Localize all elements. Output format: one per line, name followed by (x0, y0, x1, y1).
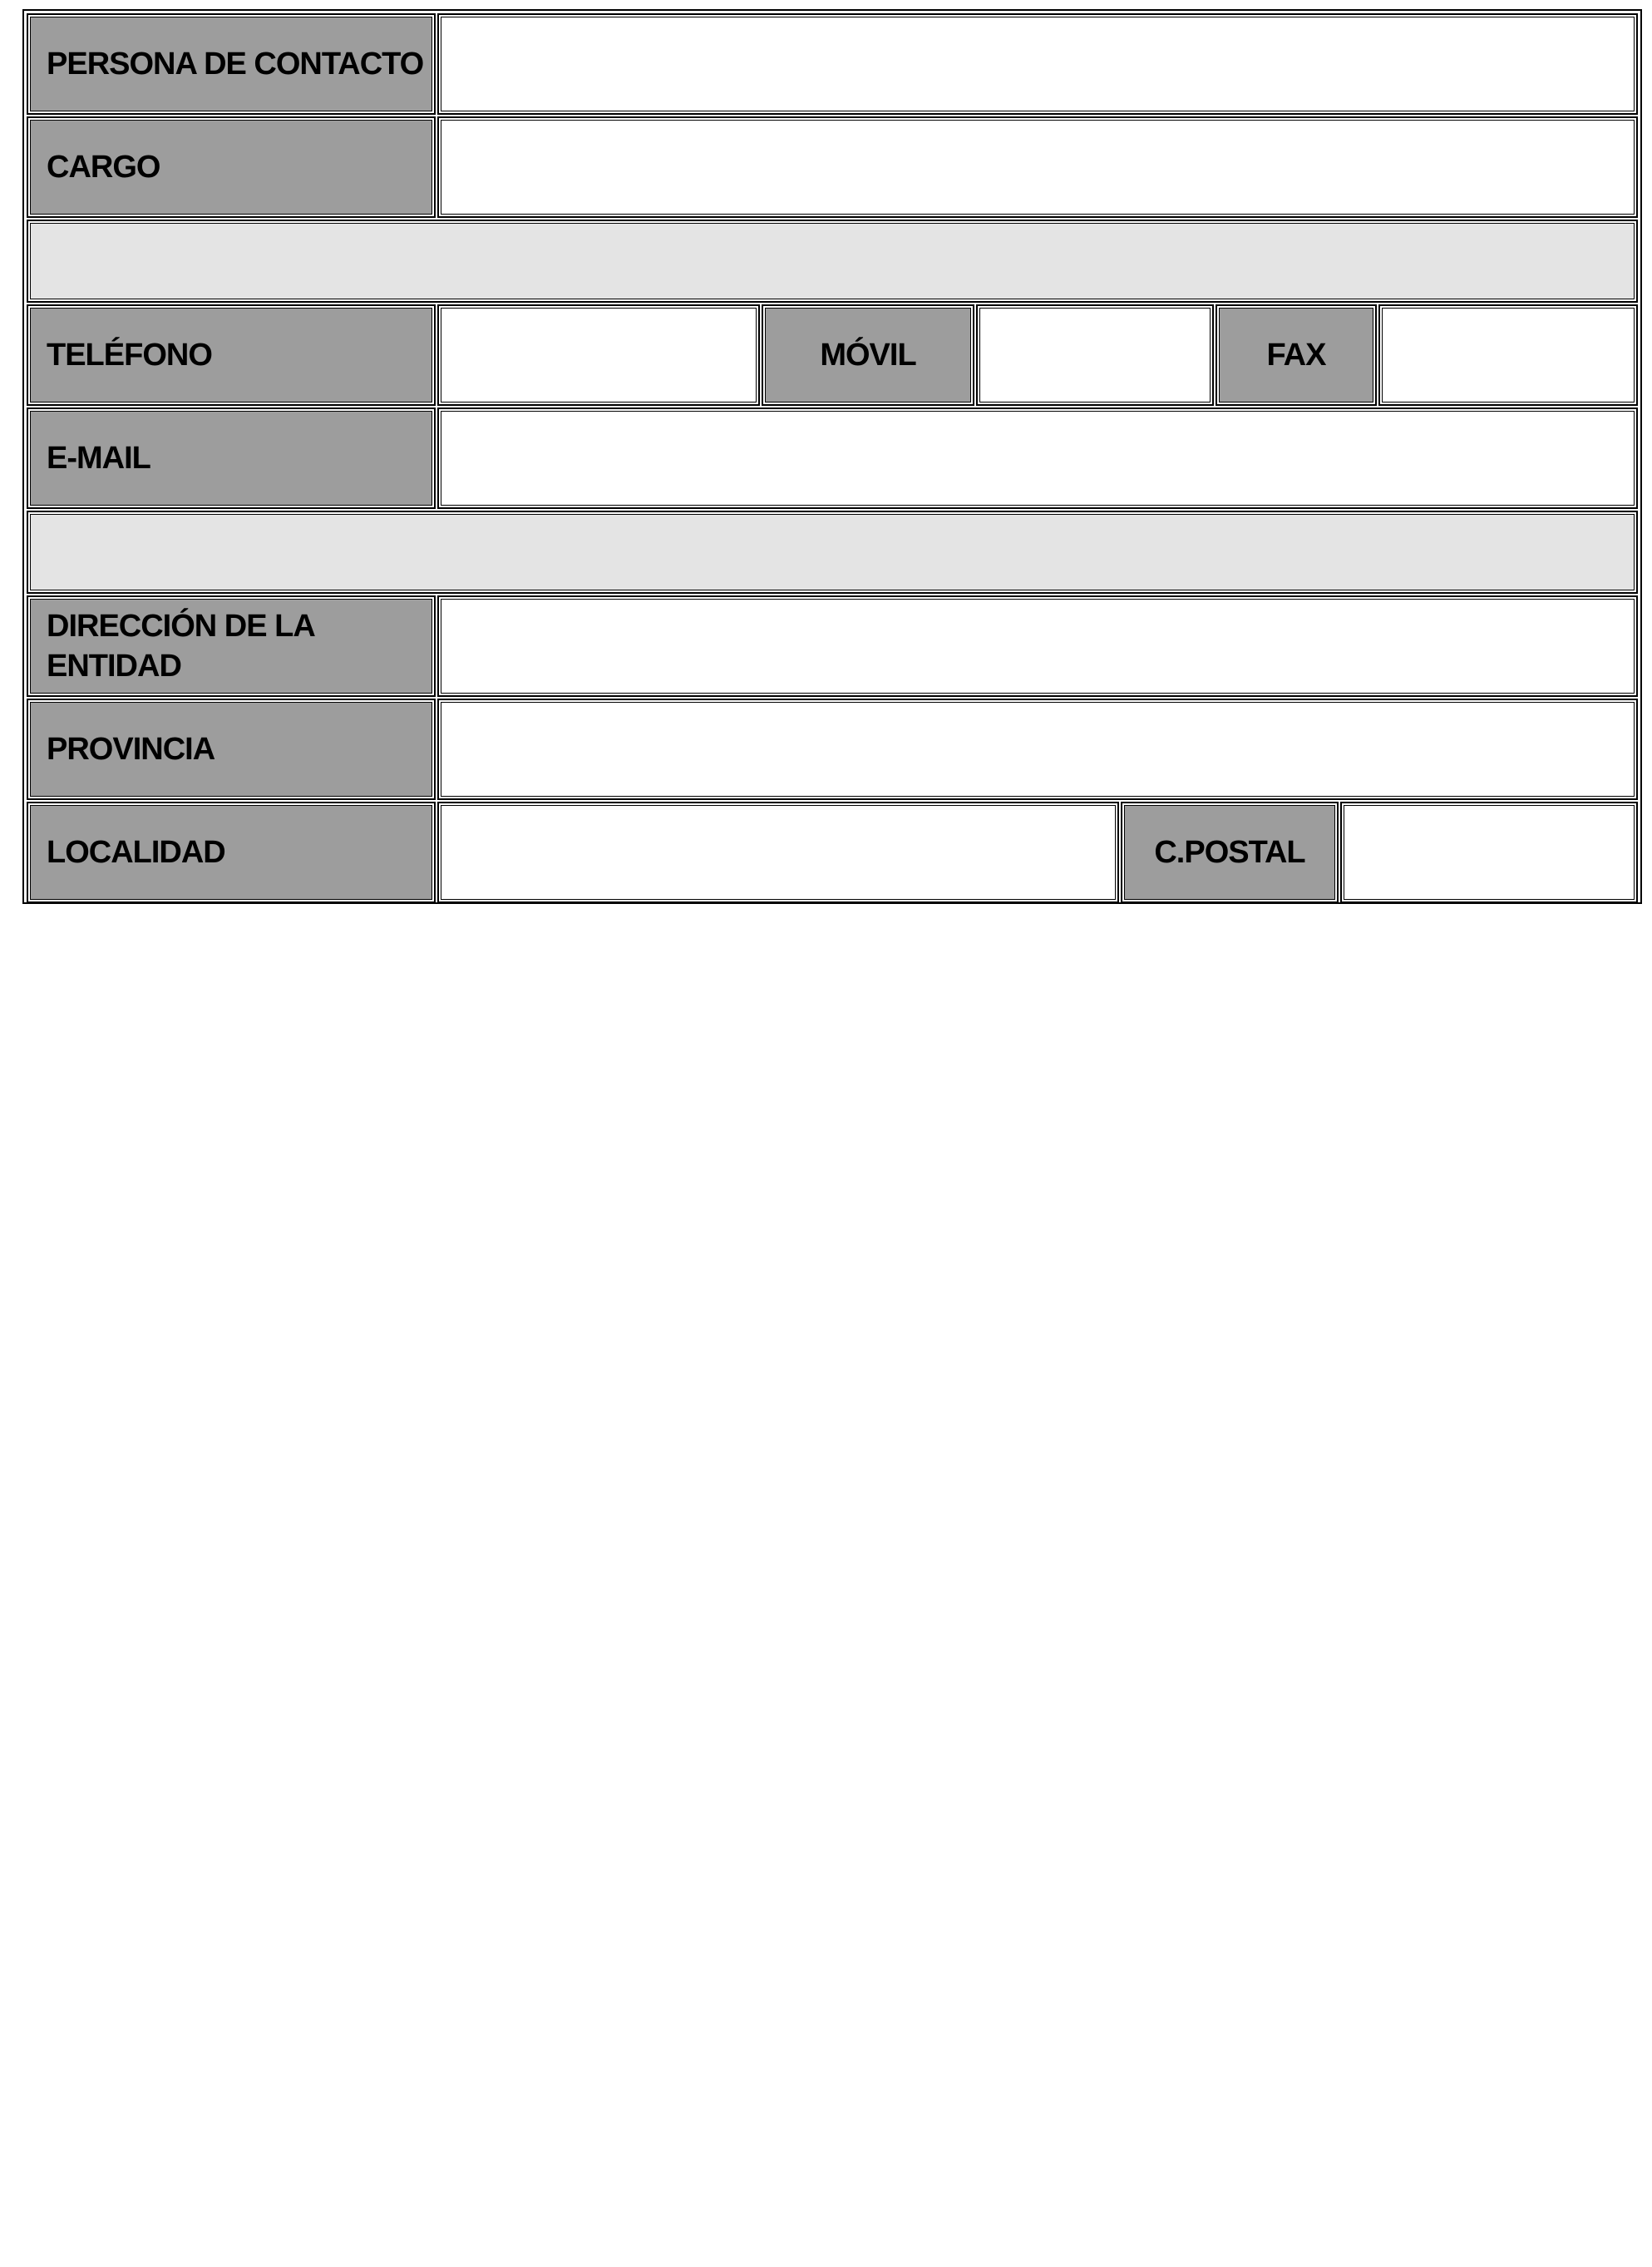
position-label (27, 116, 436, 218)
mobile-label-text: MÓVIL (820, 338, 916, 373)
mobile-label (762, 304, 974, 406)
section-divider (27, 220, 1638, 303)
postal-code-label (1121, 802, 1339, 903)
email-field[interactable] (437, 407, 1638, 509)
postal-code-label-text: C.POSTAL (1154, 835, 1305, 870)
phone-label-text: TELÉFONO (47, 338, 212, 373)
fax-field[interactable] (1378, 304, 1638, 406)
contact-form-table (22, 9, 1642, 904)
fax-label-text: FAX (1266, 338, 1326, 373)
province-label-text: PROVINCIA (47, 732, 215, 767)
address-label (27, 595, 436, 697)
email-label-text: E-MAIL (47, 441, 150, 476)
contact-person-field[interactable] (437, 13, 1638, 115)
locality-field[interactable] (437, 802, 1119, 903)
fax-label (1216, 304, 1377, 406)
phone-field[interactable] (437, 304, 760, 406)
contact-person-label-text: PERSONA DE CONTACTO (47, 47, 424, 81)
phone-label (27, 304, 436, 406)
email-label (27, 407, 436, 509)
address-label-text: DIRECCIÓN DE LA ENTIDAD (47, 609, 314, 684)
locality-label (27, 802, 436, 903)
province-field[interactable] (437, 699, 1638, 800)
position-field[interactable] (437, 116, 1638, 218)
mobile-field[interactable] (976, 304, 1214, 406)
contact-person-label (27, 13, 436, 115)
postal-code-field[interactable] (1340, 802, 1638, 903)
province-label (27, 699, 436, 800)
section-divider (27, 511, 1638, 594)
address-field[interactable] (437, 595, 1638, 697)
locality-label-text: LOCALIDAD (47, 835, 225, 870)
position-label-text: CARGO (47, 150, 160, 185)
